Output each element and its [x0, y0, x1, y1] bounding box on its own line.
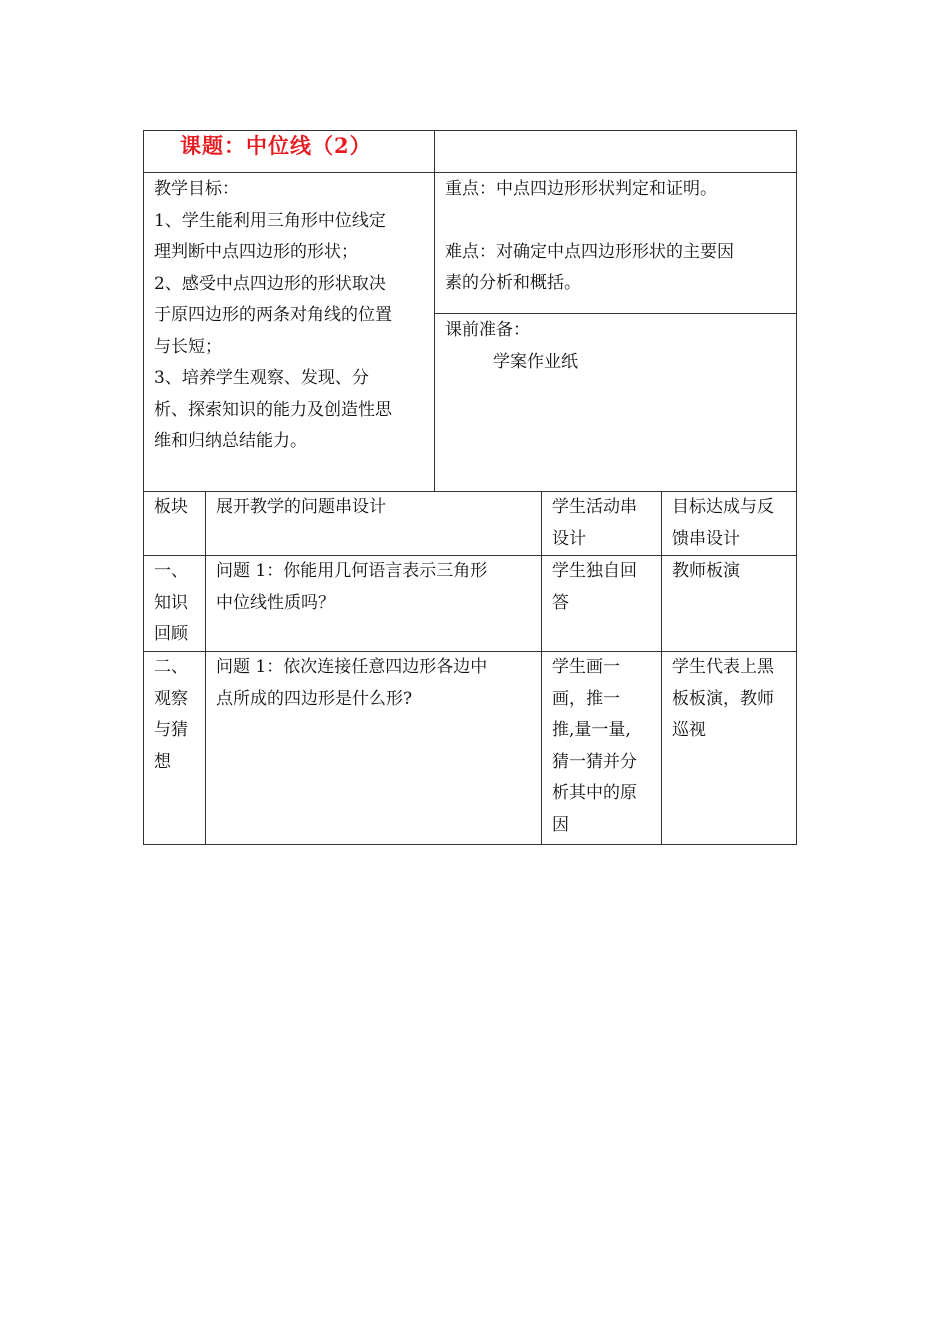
objective-line: 析、探索知识的能力及创造性思 — [154, 399, 392, 420]
question-line: 点所成的四边形是什么形? — [216, 688, 413, 709]
difficulty-line: 难点：对确定中点四边形形状的主要因 — [445, 241, 734, 262]
question-cell — [206, 652, 542, 845]
lesson-plan — [143, 130, 796, 845]
feedback-cell — [662, 652, 797, 845]
activity-line: 因 — [552, 814, 569, 835]
focus-cell — [435, 173, 797, 314]
objectives-heading: 教学目标： — [154, 179, 239, 199]
activity-line: 推,量一量, — [552, 720, 631, 740]
feedback-line: 教师板演 — [672, 561, 740, 581]
activity-cell — [542, 556, 662, 652]
header-feedback-line: 馈串设计 — [672, 528, 740, 549]
activity-line: 学生画一 — [552, 657, 620, 677]
lesson-header-table — [143, 130, 797, 492]
question-line: 问题 1：依次连接任意四边形各边中 — [216, 657, 488, 677]
header-feedback-line: 目标达成与反 — [672, 497, 774, 517]
question-line: 中位线性质吗？ — [216, 592, 335, 613]
table-header-row — [144, 492, 797, 556]
feedback-line: 学生代表上黑 — [672, 657, 774, 677]
section-line: 一、 — [154, 561, 188, 581]
question-cell — [206, 556, 542, 652]
spacer — [445, 206, 788, 237]
table-row — [144, 652, 797, 845]
objective-line: 3、培养学生观察、发现、分 — [154, 368, 369, 388]
header-activity-line: 学生活动串 — [552, 497, 637, 517]
objective-line: 1、学生能利用三角形中位线定 — [154, 210, 386, 231]
objective-line: 于原四边形的两条对角线的位置 — [154, 305, 392, 325]
preparation-heading: 课前准备： — [445, 320, 530, 340]
activity-line: 答 — [552, 592, 569, 613]
title-blank-cell — [435, 131, 797, 173]
activity-line: 猜一猜并分 — [552, 751, 637, 772]
preparation-cell — [435, 314, 797, 492]
objective-line: 2、感受中点四边形的形状取决 — [154, 273, 386, 294]
teaching-design-table — [143, 491, 797, 845]
section-line: 知识 — [154, 592, 188, 613]
section-line: 与猜 — [154, 720, 188, 740]
objective-line: 维和归纳总结能力。 — [154, 431, 307, 451]
objectives-cell — [144, 173, 435, 492]
key-point: 重点：中点四边形形状判定和证明。 — [445, 179, 717, 199]
preparation-item: 学案作业纸 — [493, 351, 578, 372]
feedback-line: 巡视 — [672, 720, 706, 740]
activity-line: 析其中的原 — [552, 783, 637, 803]
activity-line: 画，推一 — [552, 688, 620, 709]
section-cell — [144, 652, 206, 845]
header-activity — [542, 492, 662, 556]
section-cell — [144, 556, 206, 652]
difficulty-line: 素的分析和概括。 — [445, 273, 581, 293]
header-questions — [206, 492, 542, 556]
question-line: 问题 1：你能用几何语言表示三角形 — [216, 561, 488, 581]
lesson-title: 课题：中位线（2） — [180, 133, 372, 158]
header-feedback — [662, 492, 797, 556]
header-section-label: 板块 — [154, 497, 188, 517]
header-activity-line: 设计 — [552, 528, 586, 549]
section-line: 回顾 — [154, 624, 188, 644]
section-line: 想 — [154, 751, 171, 772]
activity-cell — [542, 652, 662, 845]
section-line: 观察 — [154, 688, 188, 709]
header-questions-label: 展开教学的问题串设计 — [216, 497, 386, 517]
objective-line: 与长短； — [154, 336, 222, 357]
objective-line: 理判断中点四边形的形状； — [154, 242, 358, 262]
header-section — [144, 492, 206, 556]
title-cell — [144, 131, 435, 173]
section-line: 二、 — [154, 657, 188, 677]
feedback-line: 板板演，教师 — [672, 688, 774, 709]
table-row — [144, 556, 797, 652]
feedback-cell — [662, 556, 797, 652]
activity-line: 学生独自回 — [552, 561, 637, 581]
